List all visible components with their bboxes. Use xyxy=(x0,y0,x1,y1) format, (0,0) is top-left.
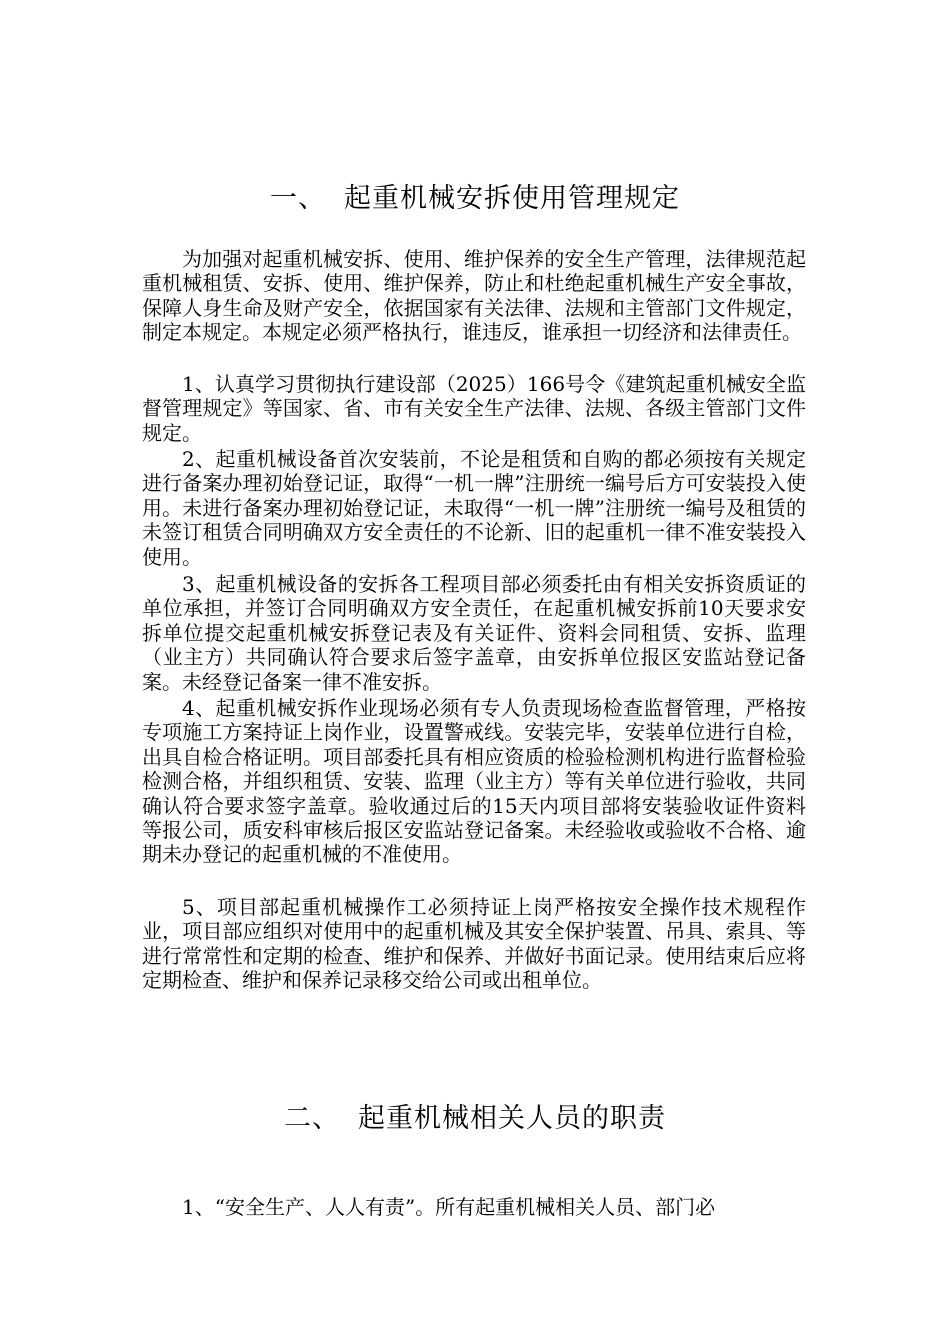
section-1-item-5: 5、项目部起重机械操作工必须持证上岗严格按安全操作技术规程作业，项目部应组织对使用中的起重机械及其安全保护装置、吊具、索具、等进行常常性和定期的检查、维护和保养、并做好书面记录。使用结束后应将定期检查、维护和保养记录移交给公司或出租单位。 xyxy=(142,895,806,993)
section-1-item-4: 4、起重机械安拆作业现场必须有专人负责现场检查监督管理，严格按专项施工方案持证上岗作业，设置警戒线。安装完毕，安装单位进行自检，出具自检合格证明。项目部委托具有相应资质的检验检测机构进行监督检验检测合格，并组织租赁、安装、监理（业主方）等有关单位进行验收，共同确认符合要求签字盖章。验收通过后的15天内项目部将安装验收证件资料等报公司，质安科审核后报区安监站登记备案。未经验收或验收不合格、逾期未办登记的起重机械的不准使用。 xyxy=(142,696,806,867)
section-1-item-1: 1、认真学习贯彻执行建设部（2025）166号令《建筑起重机械安全监督管理规定》等国家、省、市有关安全生产法律、法规、各级主管部门文件规定。 xyxy=(142,372,806,445)
section-1-item-3: 3、起重机械设备的安拆各工程项目部必须委托由有相关安拆资质证的单位承担，并签订合同明确双方安全责任，在起重机械安拆前10天要求安拆单位提交起重机械安拆登记表及有关证件、资料会同租赁、安拆、监理（业主方）共同确认符合要求后签字盖章，由安拆单位报区安监站登记备案。未经登记备案一律不准安拆。 xyxy=(142,572,806,694)
section-2-title: 起重机械相关人员的职责 xyxy=(358,1103,666,1134)
section-1-intro-paragraph: 为加强对起重机械安拆、使用、维护保养的安全生产管理，法律规范起重机械租赁、安拆、使用、维护保养，防止和杜绝起重机械生产安全事故，保障人身生命及财产安全，依据国家有关法律、法规和主管部门文件规定，制定本规定。本规定必须严格执行，谁违反，谁承担一切经济和法律责任。 xyxy=(142,247,806,345)
section-2-heading xyxy=(0,1102,950,1136)
section-1-item-2: 2、起重机械设备首次安装前，不论是租赁和自购的都必须按有关规定进行备案办理初始登记证，取得“一机一牌”注册统一编号后方可安装投入使用。未进行备案办理初始登记证，未取得“一机一牌”注册统一编号及租赁的未签订租赁合同明确双方安全责任的不论新、旧的起重机一律不准安装投入使用。 xyxy=(142,447,806,569)
section-2-item-1: 1、“安全生产、人人有责”。所有起重机械相关人员、部门必 xyxy=(182,1195,716,1219)
section-2-number: 二、 xyxy=(284,1103,340,1134)
section-1-title: 起重机械安拆使用管理规定 xyxy=(344,183,680,214)
section-1-number: 一、 xyxy=(270,183,326,214)
section-1-heading xyxy=(0,182,950,216)
